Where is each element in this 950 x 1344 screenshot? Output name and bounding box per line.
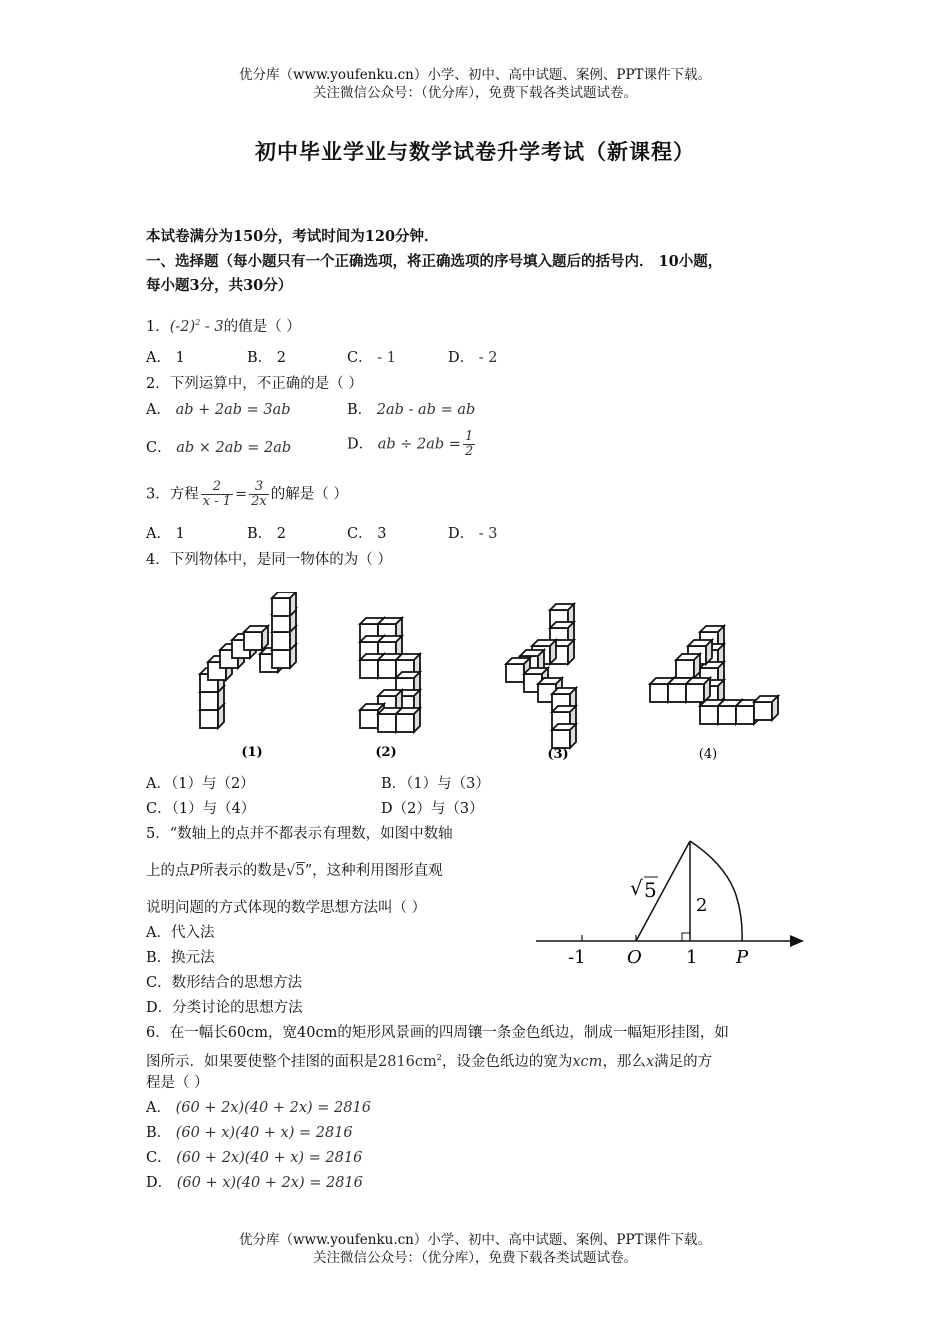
section-heading-line-1: 一、选择题（每小题只有一个正确选项，将正确选项的序号填入题后的括号内． 10小题， <box>146 253 723 270</box>
right-angle-mark <box>682 933 690 941</box>
cube-figure-3 <box>506 604 576 748</box>
figure-label-3: (3) <box>547 747 569 762</box>
question-4-option-a: A．（1）与（2） <box>146 776 255 792</box>
header-line-2: 关注微信公众号：（优分库），免费下载各类试题试卷。 <box>313 85 637 101</box>
question-1-number: 1． <box>146 318 170 335</box>
question-6-line-2: 图所示．如果要使整个挂图的面积是$2816cm^2$，设金色纸边的宽为xcm，那么x满足的方 <box>146 1053 713 1070</box>
question-3-fraction-right: $\frac{3}{2x}$ <box>251 479 267 509</box>
sqrt-label: √ <box>630 876 643 900</box>
sqrt-value-label: 5 <box>644 878 657 902</box>
question-1-option-a: A． 1 <box>146 350 185 366</box>
footer-line-2: 关注微信公众号：（优分库），免费下载各类试题试卷。 <box>313 1250 637 1266</box>
question-5-option-d: D．分类讨论的思想方法 <box>146 1000 303 1016</box>
question-6-option-b: B． (60 + x)(40 + x) = 2816 <box>146 1125 353 1141</box>
number-line-figure <box>530 835 810 970</box>
figure-label-4: (4) <box>698 747 718 762</box>
intro-text: 本试卷满分为150分，考试时间为120分钟． <box>146 228 439 245</box>
figure-label-2: (2) <box>375 745 397 760</box>
question-1-option-c: C． - 1 <box>347 350 396 366</box>
figure-label-1: (1) <box>241 745 263 760</box>
footer-line-1: 优分库（www.youfenku.cn）小学、初中、高中试题、案例、PPT课件下载。 <box>238 1232 712 1248</box>
question-3-option-b: B． 2 <box>247 526 286 542</box>
cube-figure-4 <box>650 626 778 724</box>
question-4-option-b: B．（1）与（3） <box>381 776 490 792</box>
question-4-option-d: D（2）与（3） <box>381 801 484 817</box>
origin-label: O <box>627 947 642 968</box>
question-3-option-a: A． 1 <box>146 526 185 542</box>
question-3-fraction-left: $\frac{2}{x - 1}$ <box>202 479 231 509</box>
one-label: 1 <box>686 947 698 968</box>
height-label: 2 <box>696 895 708 916</box>
question-2-option-b: B． 2ab - ab = ab <box>347 402 476 418</box>
minus-one-label: -1 <box>568 947 586 968</box>
question-6-option-c: C． (60 + 2x)(40 + x) = 2816 <box>146 1150 363 1166</box>
question-1-base: (-2) <box>169 318 196 335</box>
question-6-option-d: D． (60 + x)(40 + 2x) = 2816 <box>146 1175 363 1191</box>
question-2-fraction: $\frac{1}{2}$ <box>464 429 474 459</box>
question-2-option-c: C． ab × 2ab = 2ab <box>146 440 292 456</box>
question-2-stem: 2．下列运算中，不正确的是（ ） <box>146 376 363 392</box>
p-label: P <box>736 947 749 968</box>
question-3-option-c: C． 3 <box>347 526 387 542</box>
question-3-stem: 3．方程 $\frac{2}{x - 1}$ = $\frac{3}{2x}$ 的解是（ ） <box>146 479 348 509</box>
question-6-option-a: A． (60 + 2x)(40 + 2x) = 2816 <box>146 1100 371 1116</box>
axis-arrow-icon <box>790 935 804 947</box>
question-1-stem <box>146 313 301 337</box>
question-3-option-d: D． - 3 <box>448 526 498 542</box>
question-1-suffix: 的值是（ ） <box>223 318 301 335</box>
question-1-exponent: 2 <box>195 318 201 327</box>
question-2-option-d: D． ab ÷ 2ab = $\frac{1}{2}$ <box>347 429 474 459</box>
section-heading-line-2: 每小题3分，共30分） <box>146 277 293 294</box>
cube-figure-1 <box>200 592 296 728</box>
question-1-option-b: B． 2 <box>247 350 286 366</box>
question-4-cubes-figure <box>180 592 800 767</box>
question-5-line-3: 说明问题的方式体现的数学思想方法叫（ ） <box>146 900 427 916</box>
question-6-line-1: 6．在一幅长60cm，宽40cm的矩形风景画的四周镶一条金色纸边，制成一幅矩形挂图，如 <box>146 1025 729 1041</box>
compass-arc <box>690 841 742 941</box>
question-6-line-3: 程是（ ） <box>146 1075 209 1091</box>
question-1-minus: - 3 <box>200 318 224 335</box>
question-1-option-d: D． - 2 <box>448 350 498 366</box>
question-4-stem: 4．下列物体中，是同一物体的为（ ） <box>146 552 392 568</box>
cube-figure-2 <box>360 618 420 732</box>
question-5-line-1: 5．“数轴上的点并不都表示有理数，如图中数轴 <box>146 826 453 842</box>
question-2-option-a: A． ab + 2ab = 3ab <box>146 402 291 418</box>
header-line-1: 优分库（www.youfenku.cn）小学、初中、高中试题、案例、PPT课件下载。 <box>238 67 712 83</box>
question-5-option-c: C．数形结合的思想方法 <box>146 975 303 991</box>
question-5-option-a: A．代入法 <box>146 925 215 941</box>
question-5-option-b: B．换元法 <box>146 950 215 966</box>
question-5-line-2: 上的点P所表示的数是√5”，这种利用图形直观 <box>146 863 443 879</box>
question-4-option-c: C．（1）与（4） <box>146 801 256 817</box>
page-title: 初中毕业学业与数学试卷升学考试（新课程） <box>255 139 695 164</box>
